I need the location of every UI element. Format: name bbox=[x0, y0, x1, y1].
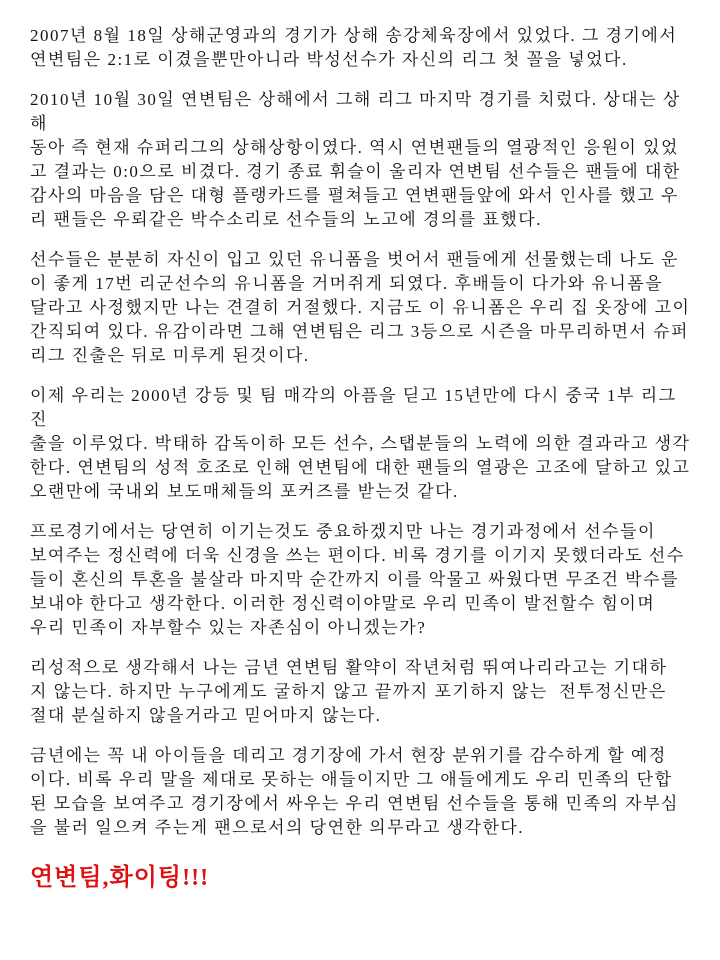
paragraph bbox=[30, 384, 694, 504]
text-line: 보내야 한다고 생각한다. 이러한 정신력이야말로 우리 민족이 발전할수 힘이며 bbox=[30, 594, 656, 613]
text-line: 연변팀은 2:1로 이겼을뿐만아니라 박성선수가 자신의 리그 첫 꼴을 넣었다. bbox=[30, 50, 628, 69]
text-line: 간직되여 있다. 유감이라면 그해 연변팀은 리그 3등으로 시즌을 마무리하면서 슈퍼 bbox=[30, 322, 689, 341]
text-line: 리 팬들은 우뢰같은 박수소리로 선수들의 노고에 경의를 표했다. bbox=[30, 210, 542, 229]
paragraph bbox=[30, 24, 694, 72]
text-line: 들이 혼신의 투혼을 불살라 마지막 순간까지 이를 악물고 싸웠다면 무조건 박수를 bbox=[30, 570, 679, 589]
text-line: 출을 이루었다. 박태하 감독이하 모든 선수, 스탭분들의 노력에 의한 결과라고 생각 bbox=[30, 434, 691, 453]
text-line: 금년에는 꼭 내 아이들을 데리고 경기장에 가서 현장 분위기를 감수하게 할 예정 bbox=[30, 746, 667, 765]
text-line: 달라고 사정했지만 나는 견결히 거절했다. 지금도 이 유니폼은 우리 집 옷장에 고이 bbox=[30, 298, 691, 317]
text-line: 지 않는다. 하지만 누구에게도 굴하지 않고 끝까지 포기하지 않는 전투정신만은 bbox=[30, 682, 667, 701]
paragraph bbox=[30, 744, 694, 840]
text-line: 한다. 연변팀의 성적 호조로 인해 연변팀에 대한 팬들의 열광은 고조에 달하고 있고 bbox=[30, 458, 691, 477]
text-line: 이제 우리는 2000년 강등 및 팀 매각의 아픔을 딛고 15년만에 다시 중국 1부 리그 진 bbox=[30, 386, 683, 429]
text-line: 고 결과는 0:0으로 비겼다. 경기 종료 휘슬이 울리자 연변팀 선수들은 팬들에 대한 bbox=[30, 162, 681, 181]
text-line: 이 좋게 17번 리군선수의 유니폼을 거머쥐게 되였다. 후배들이 다가와 유니폼을 bbox=[30, 274, 664, 293]
paragraph bbox=[30, 656, 694, 728]
text-line: 오랜만에 국내외 보도매체들의 포커즈를 받는것 같다. bbox=[30, 482, 459, 501]
paragraph bbox=[30, 520, 694, 640]
text-line: 된 모습을 보여주고 경기장에서 싸우는 우리 연변팀 선수들을 통해 민족의 자부심 bbox=[30, 794, 679, 813]
text-line: 선수들은 분분히 자신이 입고 있던 유니폼을 벗어서 팬들에게 선물했는데 나도 운 bbox=[30, 250, 679, 269]
text-line: 우리 민족이 자부할수 있는 자존심이 아니겠는가? bbox=[30, 618, 427, 637]
text-line: 2007년 8월 18일 상해군영과의 경기가 상해 송강체육장에서 있었다. 그 경기에서 bbox=[30, 26, 678, 45]
article-body bbox=[30, 24, 694, 840]
text-line: 2010년 10월 30일 연변팀은 상해에서 그해 리그 마지막 경기를 치렀다. 상대는 상해 bbox=[30, 90, 681, 133]
text-line: 보여주는 정신력에 더욱 신경을 쓰는 편이다. 비록 경기를 이기지 못했더라도 선수 bbox=[30, 546, 685, 565]
closing-cheer: 연변팀,화이팅!!! bbox=[30, 865, 210, 891]
text-line: 이다. 비록 우리 말을 제대로 못하는 애들이지만 그 애들에게도 우리 민족의 단합 bbox=[30, 770, 673, 789]
paragraph bbox=[30, 88, 694, 232]
text-line: 을 불러 일으켜 주는게 팬으로서의 당연한 의무라고 생각한다. bbox=[30, 818, 525, 837]
text-line: 리그 진출은 뒤로 미루게 된것이다. bbox=[30, 346, 310, 365]
text-line: 프로경기에서는 당연히 이기는것도 중요하겠지만 나는 경기과정에서 선수들이 bbox=[30, 522, 656, 541]
text-line: 감사의 마음을 담은 대형 플랭카드를 펼쳐들고 연변팬들앞에 와서 인사를 했고 우 bbox=[30, 186, 679, 205]
text-line: 동아 즉 현재 슈퍼리그의 상해상항이였다. 역시 연변팬들의 열광적인 응원이 있었 bbox=[30, 138, 679, 157]
text-line: 절대 분실하지 않을거라고 믿어마지 않는다. bbox=[30, 706, 382, 725]
text-line: 리성적으로 생각해서 나는 금년 연변팀 활약이 작년처럼 뛰여나리라고는 기대하 bbox=[30, 658, 668, 677]
paragraph bbox=[30, 248, 694, 368]
